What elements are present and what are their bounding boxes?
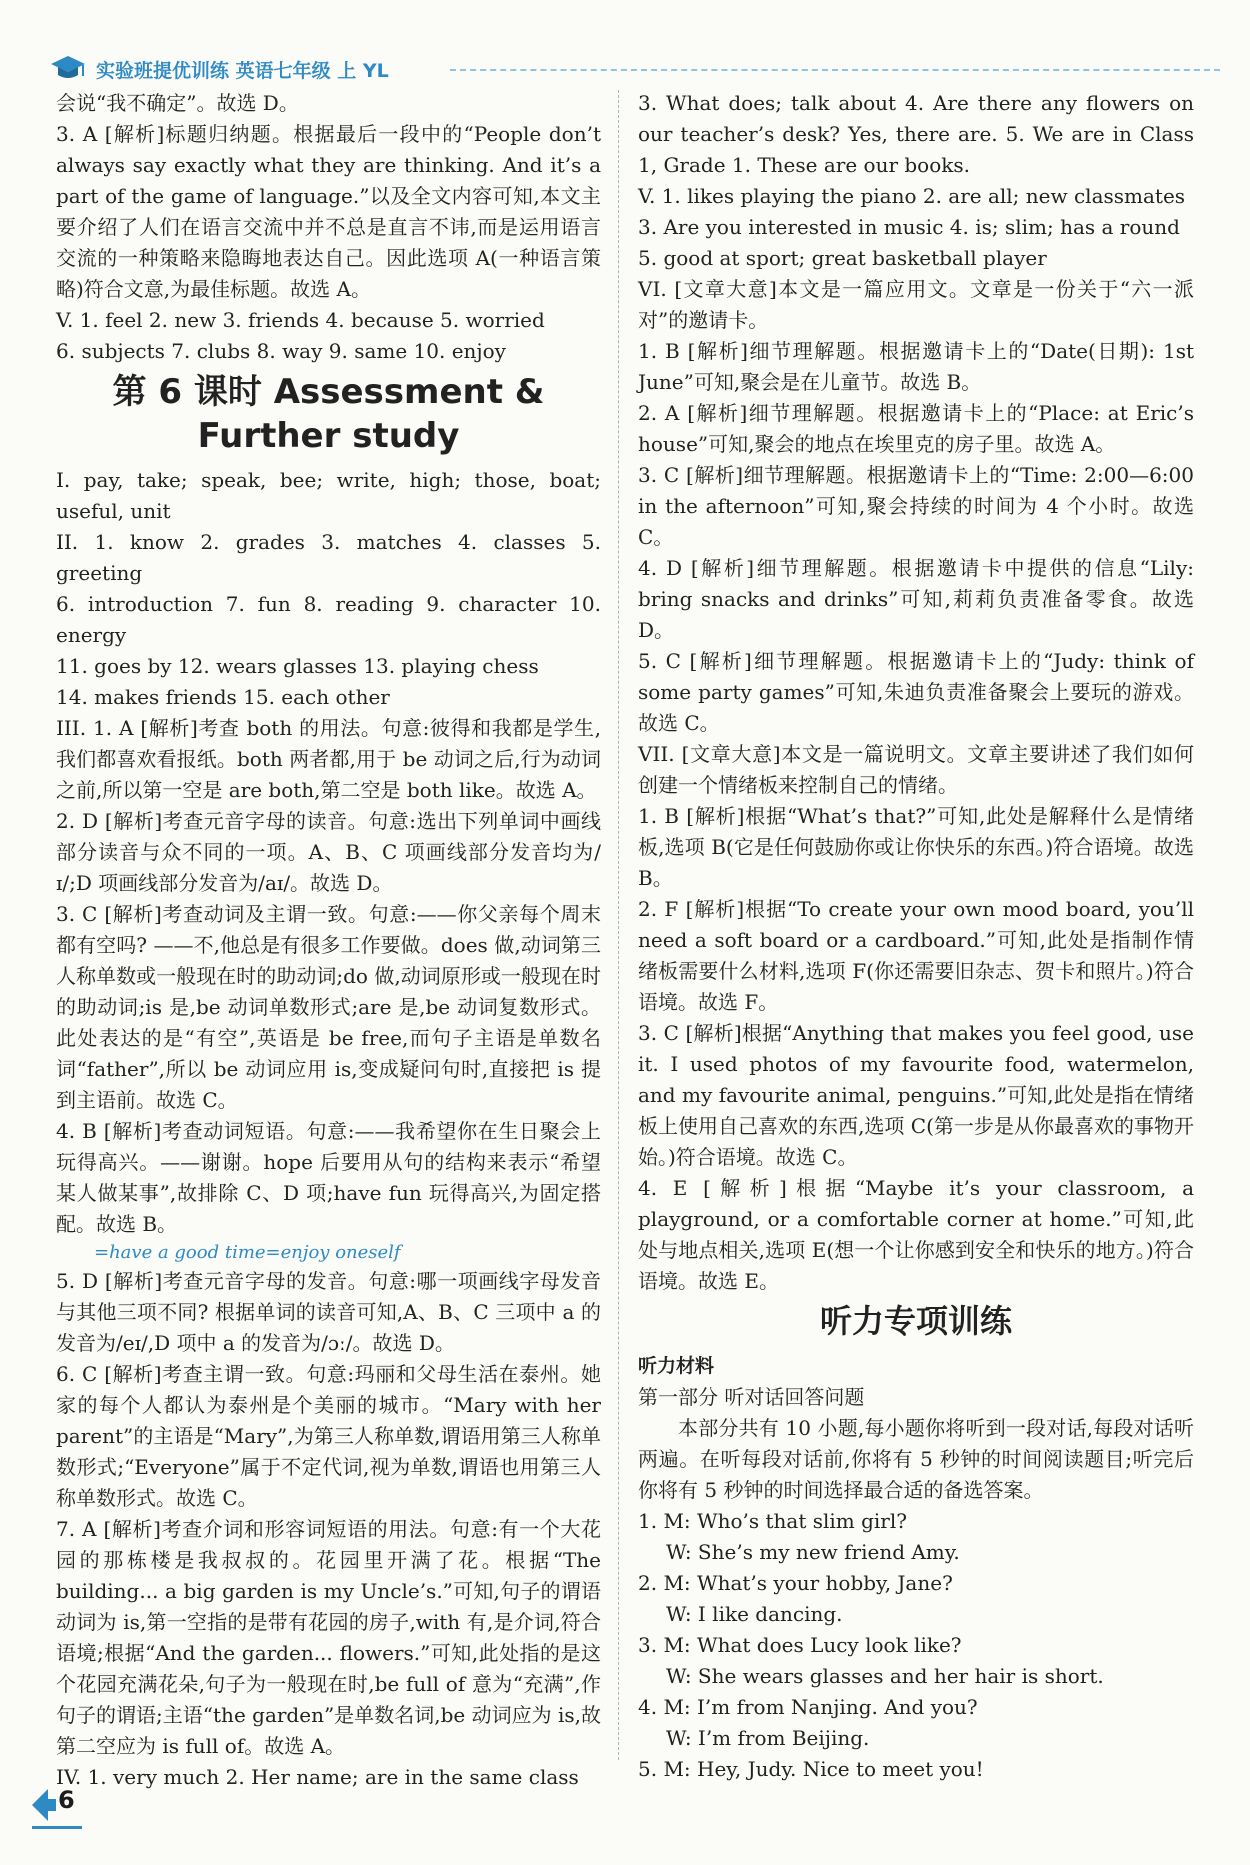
answer-line: IV. 1. very much 2. Her name; are in the same class bbox=[56, 1765, 579, 1789]
answer-item: 1. B [解析]细节理解题。根据邀请卡上的“Date(日期): 1st June”可知,聚会是在儿童节。故选 B。 bbox=[638, 339, 1194, 394]
page-number: 6 bbox=[58, 1786, 75, 1814]
answer-item: 2. A [解析]细节理解题。根据邀请卡上的“Place: at Eric’s house”可知,聚会的地点在埃里克的房子里。故选 A。 bbox=[638, 401, 1194, 456]
column-divider bbox=[618, 90, 619, 1760]
answer-item: VII. [文章大意]本文是一篇说明文。文章主要讲述了我们如何创建一个情绪板来控制自己的情绪。 bbox=[638, 742, 1194, 797]
graduation-cap-icon bbox=[50, 52, 86, 82]
header-title: 实验班提优训练 英语七年级 上 YL bbox=[96, 60, 389, 82]
dialogue-line: W: I’m from Beijing. bbox=[666, 1726, 870, 1750]
dialogue-line: 1. M: Who’s that slim girl? bbox=[638, 1509, 907, 1533]
left-column bbox=[56, 88, 601, 1793]
answer-item bbox=[56, 119, 601, 305]
answer-item: 3. What does; talk about 4. Are there any flowers on our teacher’s desk? Yes, there are. 5. We are in Class 1, Grade 1. These are our books. bbox=[638, 91, 1194, 177]
listening-part-label: 第一部分 听对话回答问题 bbox=[638, 1385, 865, 1409]
answer-line: I. pay, take; speak, bee; write, high; those, boat; useful, unit bbox=[56, 468, 601, 523]
answer-item: 3. C [解析]细节理解题。根据邀请卡上的“Time: 2:00—6:00 in the afternoon”可知,聚会持续的时间为 4 个小时。故选 C。 bbox=[638, 463, 1194, 549]
right-column bbox=[638, 88, 1194, 1785]
answer-item: 4. B [解析]考查动词短语。句意:——我希望你在生日聚会上玩得高兴。——谢谢。hope 后要用从句的结构来表示“希望某人做某事”,故排除 C、D 项;have fun 玩得高兴,为固定搭配。故选 B。 bbox=[56, 1119, 601, 1236]
answer-line: 14. makes friends 15. each other bbox=[56, 685, 390, 709]
text-line: 会说“我不确定”。故选 D。 bbox=[56, 91, 299, 115]
answer-line: 6. introduction 7. fun 8. reading 9. character 10. energy bbox=[56, 592, 601, 647]
answer-text: 3. A [解析]标题归纳题。根据最后一段中的“People don’t always say exactly what they are thinking. And it’s a part of the game of language.”以及全文内容可知,本文主要介绍了人们在语言交流中并不总是直言不讳,而是运用语言交流的一种策略来隐晦地表达自己。因此选项 A(一种语言策略)符合文意,为最佳标题。故选 A。 bbox=[56, 122, 601, 301]
answer-item: 5. C [解析]细节理解题。根据邀请卡上的“Judy: think of some party games”可知,朱迪负责准备聚会上要玩的游戏。故选 C。 bbox=[638, 649, 1194, 735]
lesson-title: 第 6 课时 Assessment & bbox=[112, 372, 545, 412]
listening-intro: 本部分共有 10 小题,每小题你将听到一段对话,每段对话听两遍。在听每段对话前,你将有 5 秒钟的时间阅读题目;听完后你将有 5 秒钟的时间选择最合适的备选答案。 bbox=[638, 1416, 1194, 1502]
answer-line: 3. Are you interested in music 4. is; slim; has a round bbox=[638, 215, 1180, 239]
answer-item: 7. A [解析]考查介词和形容词短语的用法。句意:有一个大花园的那栋楼是我叔叔的。花园里开满了花。根据“The building... a big garden is my Uncle’s.”可知,句子的谓语动词为 is,第一空指的是带有花园的房子,with 有,是介词,符合语境;根据“And the garden... flowers.”可知,此处指的是这个花园充满花朵,句子为一般现在时,be full of 意为“充满”,作句子的谓语;主语“the garden”是单数名词,be 动词应为 is,故第二空应为 is full of。故选 A。 bbox=[56, 1517, 601, 1758]
lesson-title-line2: Further study bbox=[197, 416, 460, 456]
dialogue-line: 3. M: What does Lucy look like? bbox=[638, 1633, 962, 1657]
answer-item: 3. C [解析]根据“Anything that makes you feel good, use it. I used photos of my favourite food, watermelon, and my favourite animal, penguins.”可知,此处是指在情绪板上使用自己喜欢的东西,选项 C(第一步是从你最喜欢的事物开始。)符合语境。故选 C。 bbox=[638, 1021, 1194, 1169]
answer-item: 4. D [解析]细节理解题。根据邀请卡中提供的信息“Lily: bring snacks and drinks”可知,莉莉负责准备零食。故选 D。 bbox=[638, 556, 1194, 642]
answer-item: VI. [文章大意]本文是一篇应用文。文章是一份关于“六一派对”的邀请卡。 bbox=[638, 277, 1194, 332]
answer-item: 2. F [解析]根据“To create your own mood board, you’ll need a soft board or a cardboard.”可知,此处是指制作情绪板需要什么材料,选项 F(你还需要旧杂志、贺卡和照片。)符合语境。故选 F。 bbox=[638, 897, 1194, 1014]
answer-line: II. 1. know 2. grades 3. matches 4. classes 5. greeting bbox=[56, 530, 601, 585]
handwritten-note: =have a good time=enjoy oneself bbox=[94, 1242, 401, 1263]
answer-item: III. 1. A [解析]考查 both 的用法。句意:彼得和我都是学生,我们都喜欢看报纸。both 两者都,用于 be 动词之后,行为动词之前,所以第一空是 are both,第二空是 both like。故选 A。 bbox=[56, 716, 601, 802]
answer-line: 11. goes by 12. wears glasses 13. playing chess bbox=[56, 654, 539, 678]
listening-title: 听力专项训练 bbox=[819, 1302, 1012, 1340]
answer-item: 3. C [解析]考查动词及主谓一致。句意:——你父亲每个周末都有空吗? ——不,他总是有很多工作要做。does 做,动词第三人称单数或一般现在时的助动词;do 做,动词原形或一般现在时的助动词;is 是,be 动词单数形式;are 是,be 动词复数形式。此处表达的是“有空”,英语是 be free,而句子主语是单数名词“father”,所以 be 动词应用 is,变成疑问句时,直接把 is 提到主语前。故选 C。 bbox=[56, 902, 601, 1112]
answer-item: 6. C [解析]考查主谓一致。句意:玛丽和父母生活在泰州。她家的每个人都认为泰州是个美丽的城市。“Mary with her parent”的主语是“Mary”,为第三人称单数,谓语用第三人称单数形式;“Everyone”属于不定代词,视为单数,谓语也用第三人称单数形式。故选 C。 bbox=[56, 1362, 601, 1510]
dialogue-line: 5. M: Hey, Judy. Nice to meet you! bbox=[638, 1757, 984, 1781]
answer-line: V. 1. likes playing the piano 2. are all; new classmates bbox=[638, 184, 1186, 208]
dialogue-line: W: She’s my new friend Amy. bbox=[666, 1540, 960, 1564]
dialogue-line: 4. M: I’m from Nanjing. And you? bbox=[638, 1695, 978, 1719]
answer-item: 2. D [解析]考查元音字母的读音。句意:选出下列单词中画线部分读音与众不同的一项。A、B、C 项画线部分发音均为/ɪ/;D 项画线部分发音为/aɪ/。故选 D。 bbox=[56, 809, 601, 895]
answer-line: 6. subjects 7. clubs 8. way 9. same 10. enjoy bbox=[56, 339, 506, 363]
answer-item: 5. D [解析]考查元音字母的发音。句意:哪一项画线字母发音与其他三项不同? 根据单词的读音可知,A、B、C 三项中 a 的发音为/eɪ/,D 项中 a 的发音为/ɔː/。故选 D。 bbox=[56, 1269, 601, 1355]
answer-item: 4. E [解析]根据“Maybe it’s your classroom, a playground, or a comfortable corner at home.”可知,此处与地点相关,选项 E(想一个让你感到安全和快乐的地方。)符合语境。故选 E。 bbox=[638, 1176, 1194, 1293]
answer-line: V. 1. feel 2. new 3. friends 4. because 5. worried bbox=[56, 308, 545, 332]
header-divider bbox=[450, 69, 1220, 71]
page-header bbox=[50, 52, 1220, 88]
listening-material-label: 听力材料 bbox=[638, 1355, 715, 1377]
dialogue-line: W: She wears glasses and her hair is short. bbox=[666, 1664, 1104, 1688]
answer-item: 1. B [解析]根据“What’s that?”可知,此处是解释什么是情绪板,选项 B(它是任何鼓励你或让你快乐的东西。)符合语境。故选 B。 bbox=[638, 804, 1194, 890]
footer-underline bbox=[32, 1826, 82, 1829]
dialogue-line: W: I like dancing. bbox=[666, 1602, 843, 1626]
answer-line: 5. good at sport; great basketball player bbox=[638, 246, 1047, 270]
dialogue-line: 2. M: What’s your hobby, Jane? bbox=[638, 1571, 953, 1595]
